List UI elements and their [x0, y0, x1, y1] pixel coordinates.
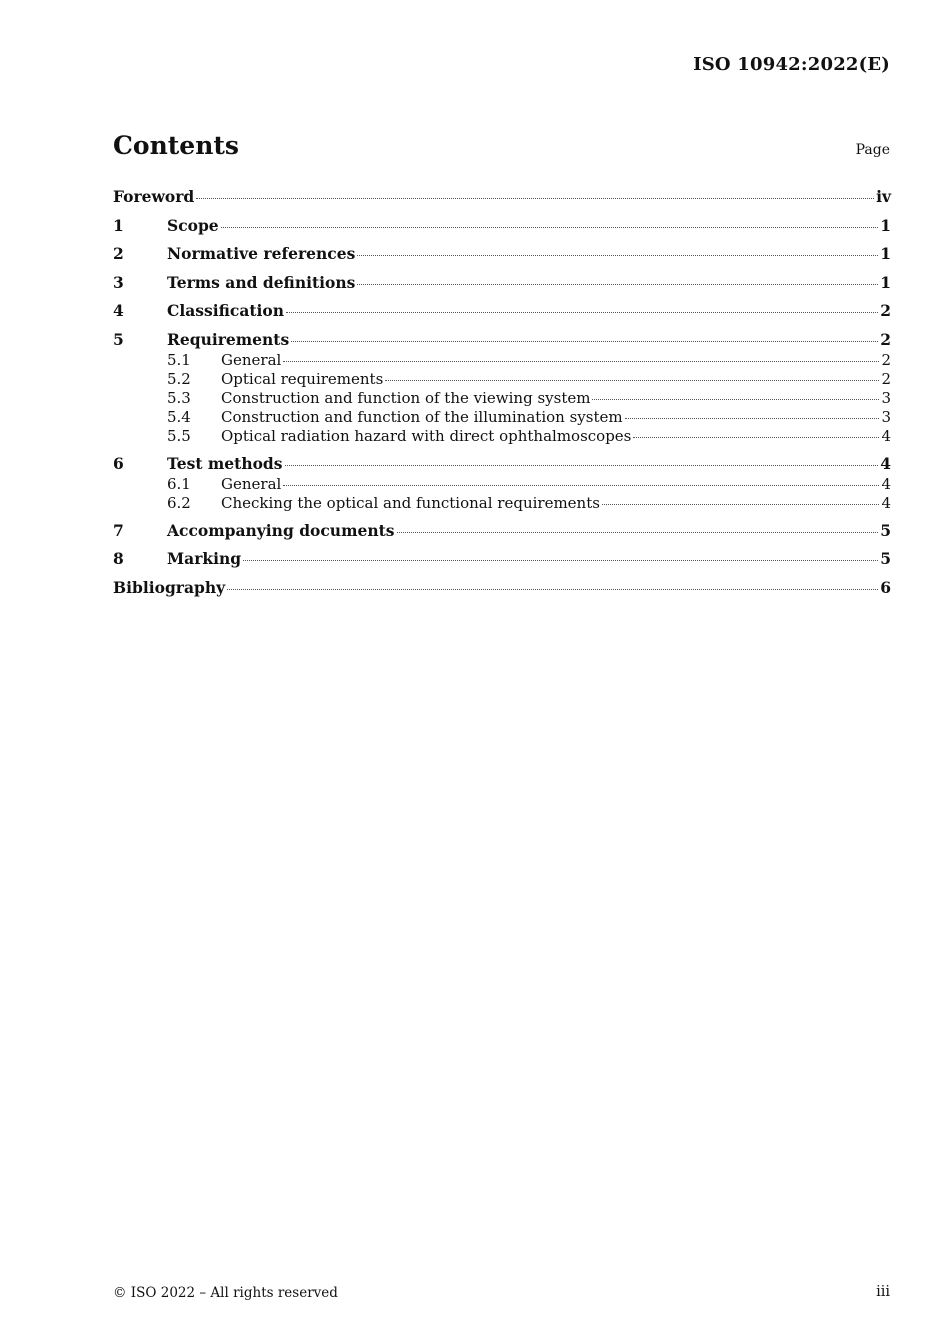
- toc-entry-page: 3: [881, 408, 891, 427]
- toc-entry-page: 5: [880, 520, 891, 540]
- toc-entry-page: 2: [881, 350, 891, 369]
- toc-entry-page: 4: [880, 453, 891, 473]
- toc-entry-title: Classification: [167, 301, 285, 320]
- dot-leader: [227, 589, 878, 590]
- toc-entry-page: 3: [881, 388, 891, 407]
- contents-title: Contents: [113, 131, 240, 160]
- toc-entry-title: General: [221, 350, 282, 369]
- dot-leader: [592, 399, 879, 400]
- dot-leader: [196, 198, 874, 199]
- toc-entry-number: 4: [113, 301, 124, 320]
- toc-entry-foreword[interactable]: [113, 185, 891, 208]
- dot-leader: [221, 227, 879, 228]
- toc-entry-title: Foreword: [113, 187, 195, 206]
- toc-entry-scope[interactable]: [113, 214, 891, 237]
- toc-entry-page: 2: [880, 329, 891, 349]
- toc-entry-number: 6.2: [167, 494, 191, 513]
- toc-entry-page: iv: [876, 187, 891, 206]
- toc-subentry-optical-requirements[interactable]: [113, 370, 891, 389]
- toc-entry-title: Terms and definitions: [167, 272, 356, 292]
- toc-entry-title: Scope: [167, 215, 219, 235]
- toc-entry-page: 4: [881, 494, 891, 513]
- dot-leader: [602, 504, 880, 505]
- toc-entry-page: 1: [880, 215, 891, 235]
- toc-entry-title: Bibliography: [113, 577, 226, 597]
- toc-entry-title: Normative references: [167, 244, 356, 263]
- toc-entry-number: 7: [113, 520, 124, 540]
- toc-subentry-general[interactable]: [113, 351, 891, 370]
- dot-leader: [286, 312, 878, 313]
- toc-entry-normative-references[interactable]: [113, 242, 891, 265]
- page-column-label: Page: [855, 142, 890, 158]
- table-of-contents: [113, 185, 891, 599]
- toc-entry-title: Optical radiation hazard with direct ophthalmoscopes: [221, 427, 632, 446]
- toc-entry-test-methods[interactable]: [113, 452, 891, 475]
- dot-leader: [357, 255, 878, 256]
- toc-entry-bibliography[interactable]: [113, 576, 891, 599]
- toc-entry-title: Accompanying documents: [167, 520, 395, 540]
- toc-entry-accompanying-documents[interactable]: [113, 519, 891, 542]
- toc-entry-page: 1: [880, 272, 891, 292]
- toc-entry-page: 2: [880, 301, 891, 320]
- toc-entry-classification[interactable]: [113, 299, 891, 322]
- toc-entry-page: 2: [881, 369, 891, 388]
- toc-subentry-viewing-system[interactable]: [113, 389, 891, 408]
- footer-copyright: © ISO 2022 – All rights reserved: [113, 1285, 338, 1301]
- toc-entry-page: 4: [881, 474, 891, 493]
- toc-entry-title: General: [221, 474, 282, 493]
- toc-subentry-illumination-system[interactable]: [113, 408, 891, 427]
- toc-entry-number: 8: [113, 549, 124, 569]
- footer-page-number: iii: [876, 1284, 890, 1300]
- toc-entry-number: 5.5: [167, 427, 191, 446]
- toc-entry-page: 6: [880, 577, 891, 597]
- toc-entry-number: 2: [113, 244, 124, 263]
- toc-entry-requirements[interactable]: [113, 328, 891, 351]
- dot-leader: [633, 437, 879, 438]
- toc-entry-number: 5.1: [167, 350, 191, 369]
- toc-entry-page: 1: [880, 244, 891, 263]
- dot-leader: [625, 418, 880, 419]
- dot-leader: [243, 560, 878, 561]
- toc-entry-number: 5.3: [167, 388, 191, 407]
- toc-subentry-checking-requirements[interactable]: [113, 494, 891, 513]
- toc-entry-title: Requirements: [167, 329, 290, 349]
- document-id: ISO 10942:2022(E): [693, 54, 890, 75]
- toc-entry-title: Checking the optical and functional requirements: [221, 494, 600, 513]
- dot-leader: [385, 380, 879, 381]
- toc-entry-number: 6: [113, 453, 124, 473]
- dot-leader: [357, 284, 878, 285]
- dot-leader: [283, 485, 879, 486]
- toc-entry-page: 5: [880, 549, 891, 569]
- dot-leader: [397, 532, 879, 533]
- toc-subentry-test-general[interactable]: [113, 475, 891, 494]
- toc-entry-number: 5.4: [167, 408, 191, 427]
- toc-entry-title: Construction and function of the viewing system: [221, 388, 591, 407]
- toc-entry-title: Marking: [167, 549, 242, 569]
- toc-entry-title: Optical requirements: [221, 369, 384, 388]
- toc-entry-number: 5: [113, 329, 124, 349]
- toc-entry-title: Test methods: [167, 453, 283, 473]
- dot-leader: [291, 341, 878, 342]
- dot-leader: [283, 361, 879, 362]
- toc-entry-terms-definitions[interactable]: [113, 271, 891, 294]
- toc-entry-marking[interactable]: [113, 547, 891, 570]
- dot-leader: [285, 465, 879, 466]
- toc-entry-title: Construction and function of the illumination system: [221, 408, 623, 427]
- toc-entry-number: 1: [113, 215, 124, 235]
- toc-entry-page: 4: [881, 427, 891, 446]
- toc-entry-number: 5.2: [167, 369, 191, 388]
- toc-entry-number: 6.1: [167, 474, 191, 493]
- toc-subentry-optical-radiation-hazard[interactable]: [113, 427, 891, 446]
- toc-entry-number: 3: [113, 272, 124, 292]
